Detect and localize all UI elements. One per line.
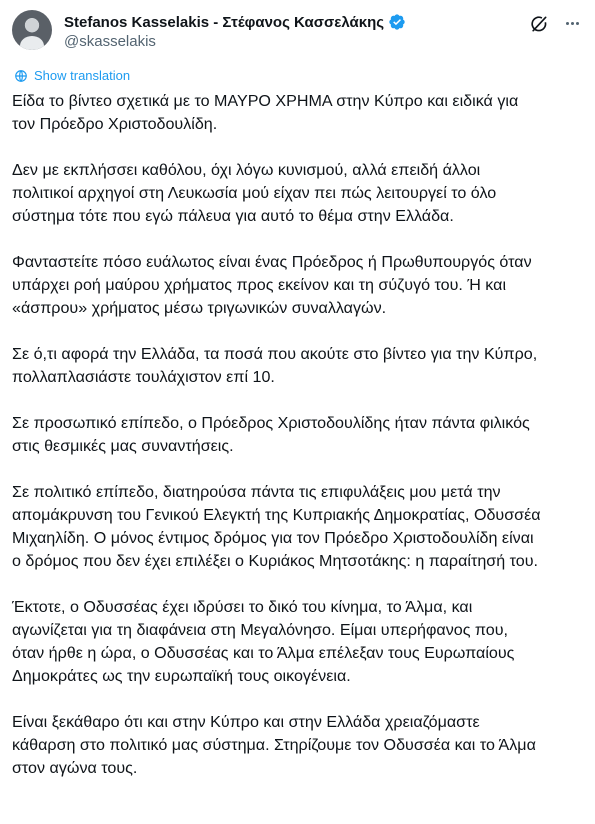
post-text-line: Σε προσωπικό επίπεδο, ο Πρόεδρος Χριστοδουλίδης ήταν πάντα φιλικός: [12, 414, 530, 432]
post-text-line: Δημοκράτες ως την ευρωπαϊκή τους οικογένεια.: [12, 667, 351, 685]
post-paragraph: [12, 412, 584, 458]
post-header: [12, 10, 583, 56]
post-text-line: αγωνίζεται για τη διαφάνεια στη Μεγαλόνησο. Είμαι υπερήφανος που,: [12, 621, 509, 639]
grok-icon[interactable]: [529, 14, 549, 34]
post-text-line: υπάρχει ροή μαύρου χρήματος προς εκείνον και τη σύζυγό του. Ή και: [12, 276, 507, 294]
post-text-line: Μιχαηλίδη. Ο μόνος έντιμος δρόμος για τον Πρόεδρο Χριστοδουλίδη είναι: [12, 529, 534, 547]
post-paragraph: [12, 481, 584, 573]
post-text-line: Δεν με εκπλήσσει καθόλου, όχι λόγω κυνισμού, αλλά επειδή άλλοι: [12, 161, 481, 179]
post-paragraph: [12, 90, 584, 136]
post-text-line: κάθαρση στο πολιτικό μας σύστημα. Στηρίζουμε τον Οδυσσέα και το Άλμα: [12, 736, 536, 754]
post-text-line: στις θεσμικές μας συναντήσεις.: [12, 437, 234, 455]
post-text-line: όταν ήρθε η ώρα, ο Οδυσσέας και το Άλμα επέλεξαν τους Ευρωπαίους: [12, 644, 515, 662]
post-text-line: στον αγώνα τους.: [12, 759, 138, 777]
more-options-icon[interactable]: [561, 12, 583, 34]
post-paragraph: [12, 159, 584, 228]
verified-badge-icon: [388, 13, 406, 31]
post-text-line: Σε πολιτικό επίπεδο, διατηρούσα πάντα τις επιφυλάξεις μου μετά την: [12, 483, 501, 501]
post-paragraph: [12, 596, 584, 688]
post-text-line: Φανταστείτε πόσο ευάλωτος είναι ένας Πρόεδρος ή Πρωθυπουργός όταν: [12, 253, 532, 271]
post-text-line: Είδα το βίντεο σχετικά με το ΜΑΥΡΟ ΧΡΗΜΑ στην Κύπρο και ειδικά για: [12, 92, 519, 110]
post-paragraph: [12, 711, 584, 780]
post-text: [12, 90, 584, 780]
post-text-line: ο δρόμος που δεν έχει επιλέξει ο Κυριάκος Μητσοτάκης: η παραίτησή του.: [12, 552, 538, 570]
post-text-line: «άσπρου» χρήματος μέσω τριγωνικών συναλλαγών.: [12, 299, 387, 317]
author-handle[interactable]: @skasselakis: [64, 33, 156, 50]
post-text-line: πολλαπλασιάστε τουλάχιστον επί 10.: [12, 368, 275, 386]
post-text-line: απομάκρυνση του Γενικού Ελεγκτή της Κυπριακής Δημοκρατίας, Οδυσσέα: [12, 506, 541, 524]
post-text-line: σύστημα τότε που εγώ πάλευα για αυτό το θέμα στην Ελλάδα.: [12, 207, 454, 225]
avatar[interactable]: [12, 10, 52, 50]
show-translation-label[interactable]: Show translation: [34, 68, 131, 83]
author-display-name[interactable]: Stefanos Kasselakis - Στέφανος Κασσελάκης: [64, 13, 385, 31]
post-text-line: τον Πρόεδρο Χριστοδουλίδη.: [12, 115, 218, 133]
author-name-row: [64, 13, 406, 31]
post-paragraph: [12, 343, 584, 389]
post-text-line: Έκτοτε, ο Οδυσσέας έχει ιδρύσει το δικό του κίνημα, το Άλμα, και: [12, 598, 473, 616]
post-text-line: Είναι ξεκάθαρο ότι και στην Κύπρο και στην Ελλάδα χρειαζόμαστε: [12, 713, 480, 731]
show-translation-link[interactable]: [14, 68, 130, 83]
post-paragraph: [12, 251, 584, 320]
globe-icon: [14, 69, 28, 83]
post-text-line: Σε ό,τι αφορά την Ελλάδα, τα ποσά που ακούτε στο βίντεο για την Κύπρο,: [12, 345, 538, 363]
post-text-line: πολιτικοί αρχηγοί στη Λευκωσία μού είχαν πει πώς λειτουργεί το όλο: [12, 184, 497, 202]
